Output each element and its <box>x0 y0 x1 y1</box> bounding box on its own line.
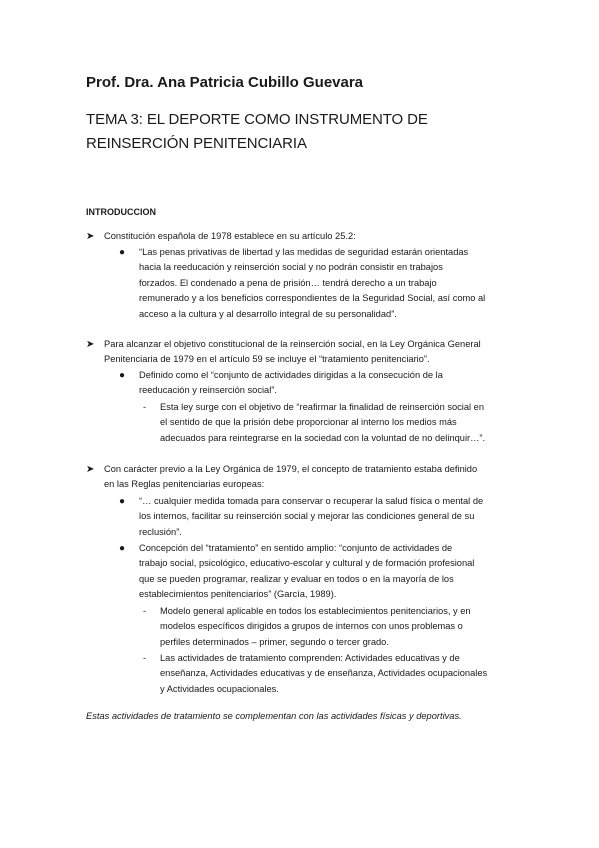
text-line: y Actividades ocupacionales. <box>160 683 279 694</box>
bullet-text <box>139 245 519 322</box>
text-line: que se pueden programar, realizar y evaluar en todos o en la mayoría de los <box>139 573 454 584</box>
text-line: enseñanza, Actividades educativas y de enseñanza, Actividades ocupacionales <box>160 668 488 679</box>
arrow-bullet-icon: ➤ <box>86 464 95 475</box>
text-line: perfiles determinados – primer, segundo o tercer grado. <box>160 636 389 647</box>
bullet-text <box>139 368 519 399</box>
text-line: Modelo general aplicable en todos los establecimientos penitenciarios, y en <box>160 606 471 616</box>
text-line: “Las penas privativas de libertad y las medidas de seguridad estarán orientadas <box>139 247 469 257</box>
arrow-list-text <box>104 229 514 244</box>
text-line: reclusión”. <box>139 526 182 537</box>
text-line: “… cualquier medida tomada para conservar o recuperar la salud física o mental de <box>139 496 484 506</box>
text-line: modelos específicos dirigidos a grupos de internos con unos problemas o <box>160 621 463 632</box>
text-line: Con carácter previo a la Ley Orgánica de 1979, el concepto de tratamiento estaba definido <box>104 464 478 474</box>
dash-text <box>160 651 520 697</box>
section-heading: INTRODUCCION <box>86 207 156 217</box>
text-line: Concepción del “tratamiento” en sentido amplio: “conjunto de actividades de <box>139 543 453 553</box>
text-line: forzados. El condenado a pena de prisión… tendrá derecho a un trabajo <box>139 277 437 288</box>
dot-bullet-icon: ● <box>119 370 126 381</box>
arrow-list-text <box>104 337 514 368</box>
text-line: adecuados para reintegrarse en la sociedad con la voluntad de no delinquir…”. <box>160 432 486 443</box>
text-line: Definido como el “conjunto de actividades dirigidas a la consecución de la <box>139 370 443 380</box>
text-line: Las actividades de tratamiento comprenden: Actividades educativas y de <box>160 653 460 663</box>
dash-marker: - <box>143 402 147 412</box>
text-line: acceso a la cultura y al desarrollo integral de su personalidad”. <box>139 308 397 319</box>
author-name: Prof. Dra. Ana Patricia Cubillo Guevara <box>86 74 364 91</box>
bullet-text <box>139 494 519 540</box>
text-line: el sentido de que la prisión debe proporcionar al interno los medios más <box>160 417 457 428</box>
text-line: los internos, facilitar su reinserción social y mejorar las condiciones general de su <box>139 511 475 522</box>
bullet-text <box>139 541 519 603</box>
text-line: en las Reglas penitenciarias europeas: <box>104 479 265 490</box>
text-line: Constitución española de 1978 establece en su artículo 25.2: <box>104 231 356 241</box>
arrow-bullet-icon: ➤ <box>86 339 95 350</box>
text-line: establecimientos penitenciarios” (García, 1989). <box>139 589 337 600</box>
topic-title-line: REINSERCIÓN PENITENCIARIA <box>86 135 307 152</box>
dash-marker: - <box>143 606 147 616</box>
dash-text <box>160 400 520 446</box>
topic-title <box>86 108 526 156</box>
text-line: Para alcanzar el objetivo constitucional de la reinserción social, en la Ley Orgánica General <box>104 339 481 349</box>
topic-title-line: TEMA 3: EL DEPORTE COMO INSTRUMENTO DE <box>86 111 428 128</box>
arrow-list-text <box>104 462 514 493</box>
text-line: Penitenciaria de 1979 en el artículo 59 se incluye el “tratamiento penitenciario”. <box>104 354 430 365</box>
dash-text <box>160 604 520 650</box>
dot-bullet-icon: ● <box>119 247 126 258</box>
text-line: Esta ley surge con el objetivo de “reafirmar la finalidad de reinserción social en <box>160 402 485 412</box>
dash-marker: - <box>143 653 147 663</box>
arrow-bullet-icon: ➤ <box>86 231 95 242</box>
text-line: reeducación y reinserción social”. <box>139 385 277 396</box>
text-line: hacia la reeducación y reinserción social y no podrán consistir en trabajos <box>139 262 443 273</box>
dot-bullet-icon: ● <box>119 543 126 554</box>
text-line: trabajo social, psicológico, educativo-escolar y cultural y de formación profesional <box>139 558 475 569</box>
closing-note: Estas actividades de tratamiento se complementan con las actividades físicas y deportivas. <box>86 711 462 721</box>
dot-bullet-icon: ● <box>119 496 126 507</box>
text-line: remunerado y a los beneficios correspondientes de la Seguridad Social, así como al <box>139 293 486 304</box>
